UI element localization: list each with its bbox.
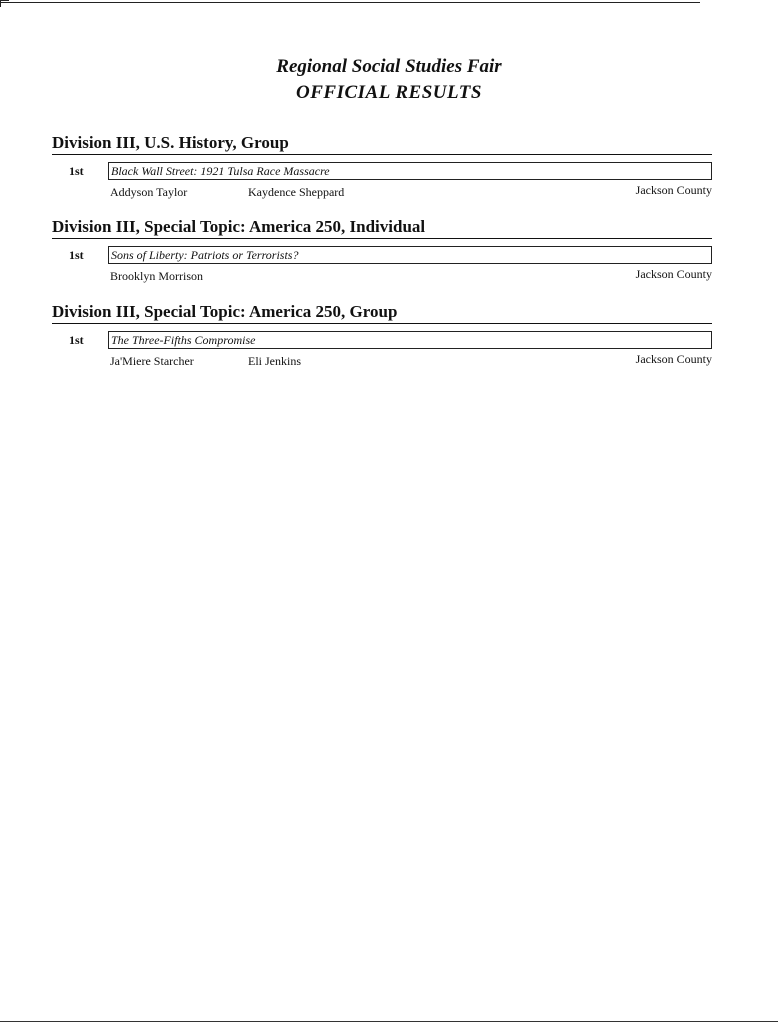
placement-label: 1st [69, 333, 84, 347]
results-section-us-history-group [52, 133, 712, 201]
student-names-row [52, 183, 712, 201]
project-title-box: Black Wall Street: 1921 Tulsa Race Massacre [108, 162, 712, 180]
document-header [0, 54, 778, 106]
result-entry [52, 243, 712, 265]
division-heading: Division III, U.S. History, Group [52, 133, 712, 155]
student-name: Kaydence Sheppard [248, 185, 345, 199]
placement-label: 1st [69, 248, 84, 262]
student-name: Brooklyn Morrison [110, 269, 203, 283]
county-label: Jackson County [635, 267, 712, 281]
student-name: Addyson Taylor [110, 185, 188, 199]
result-entry [52, 159, 712, 181]
scan-bottom-edge-line [0, 1021, 778, 1022]
county-label: Jackson County [635, 183, 712, 197]
division-heading: Division III, Special Topic: America 250, Group [52, 302, 712, 324]
student-names-row [52, 352, 712, 370]
results-section-america-250-individual [52, 217, 712, 285]
results-section-america-250-group [52, 302, 712, 370]
placement-label: 1st [69, 164, 84, 178]
project-title-box: Sons of Liberty: Patriots or Terrorists? [108, 246, 712, 264]
student-name: Ja'Miere Starcher [110, 354, 194, 368]
scan-top-edge-line [0, 2, 700, 3]
document-title: Regional Social Studies Fair [276, 56, 502, 77]
student-names-row [52, 267, 712, 285]
project-title-box: The Three-Fifths Compromise [108, 331, 712, 349]
document-subtitle: OFFICIAL RESULTS [296, 82, 482, 103]
county-label: Jackson County [635, 352, 712, 366]
result-entry [52, 328, 712, 350]
division-heading: Division III, Special Topic: America 250, Individual [52, 217, 712, 239]
student-name: Eli Jenkins [248, 354, 301, 368]
